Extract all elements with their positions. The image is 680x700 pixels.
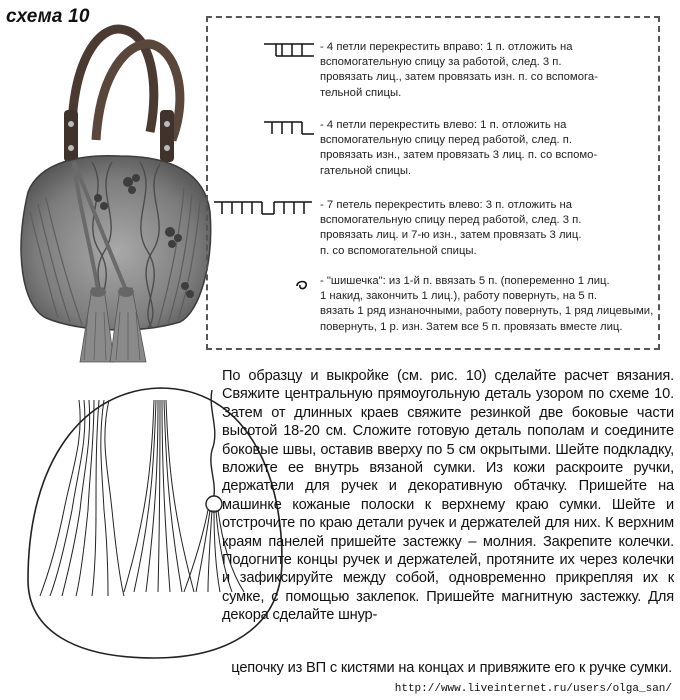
instructions-text: По образцу и выкройке (см. рис. 10) сделайте расчет вязания. Свяжите центральную прямоугольную деталь узором по схеме 10. Затем от длинных краев свяжите резинкой две боковые части высотой 18-20 см. Сложите готовую деталь пополам и соедините боковые швы, оставив вверху по 5 см окрытыми. Шейте подкладку, вложите ее внутрь вязаной сумки. Из кожи раскроите ручки, держатели для ручек и декоративную обтачку. Пришейте на машинке кожаные полоски к верхнему краю сумки. Шейте и отстрочите по краю детали ручек и держателей для них. К верхним краям панелей пришейте застежку – молния. Закрепите колечки. Подогните концы ручек и держателей, протяните их через колечки и зафиксируйте между собой, одновременно прикрепляя их к сумке, с помощью заклепок. Пришейте магнитную застежку. Для декора сделайте шнур- — [222, 368, 674, 624]
cross-left-7-icon — [212, 200, 322, 216]
knitted-bag-photo — [0, 22, 215, 374]
legend-text: - "шишечка": из 1-й п. ввязать 5 п. (попеременно 1 лиц. 1 накид, закончить 1 лиц.), работу повернуть, на 5 п. вязать 1 ряд изнаночными, работу повернуть, 1 ряд лицевыми, повернуть, 1 р. изн. Затем все 5 п. провязать вместе лиц. — [320, 275, 654, 333]
chart-legend-box — [206, 16, 660, 350]
source-url: http://www.liveinternet.ru/users/olga_san/ — [394, 683, 672, 695]
legend-text: - 7 петель перекрестить влево: 3 п. отложить на вспомогательную спицу перед работой, след. 3 п. провязать лиц. и 7-ю изн., затем провязать 3 лиц. п. со вспомогательной спицы. — [320, 199, 582, 257]
instructions-text-tail: цепочку из ВП с кистями на концах и привяжите его к ручке сумки. — [231, 660, 672, 676]
cross-left-4-icon — [262, 120, 316, 136]
legend-text: - 4 петли перекрестить влево: 1 п. отложить на вспомогательную спицу перед работой, след. п. провязать изн., затем провязать 3 лиц. п. со вспомо- гательной спицы. — [320, 119, 598, 177]
cross-right-4-icon — [262, 42, 316, 58]
legend-text: - 4 петли перекрестить вправо: 1 п. отложить на вспомогательную спицу за работой, след. 3 п. провязать лиц., затем провязать изн. п. со вспомога- тельной спицы. — [320, 41, 598, 99]
schema-title: схема 10 — [6, 6, 90, 27]
